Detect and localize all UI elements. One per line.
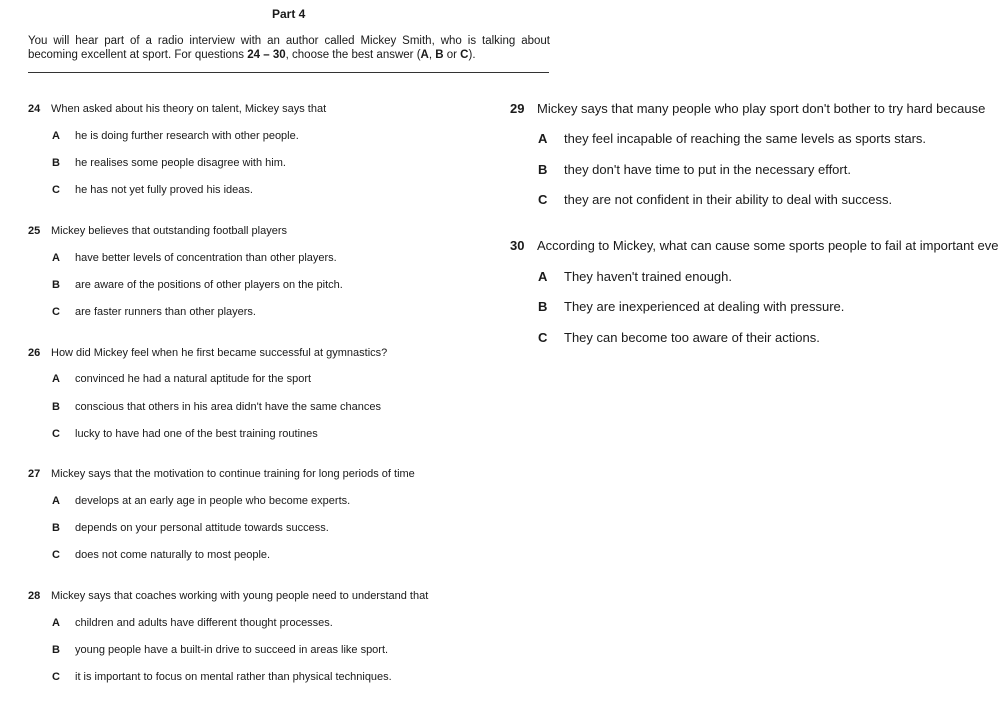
option-text: they feel incapable of reaching the same levels as sports stars. xyxy=(564,131,927,146)
option-text: are faster runners than other players. xyxy=(75,306,256,318)
option-letter: C xyxy=(538,330,548,345)
intro-text-end: ). xyxy=(468,49,476,61)
option-letter: B xyxy=(52,279,60,291)
option-letter: A xyxy=(52,495,60,507)
option-text: they don't have time to put in the necessary effort. xyxy=(564,162,851,177)
intro-text: You will hear part of a radio interview with an author called Mickey Smith, who is talking about becoming excellent at sport. For questions xyxy=(28,35,550,61)
option-letter: C xyxy=(52,184,60,196)
question-number: 29 xyxy=(510,101,525,116)
question-stem: Mickey says that many people who play sport don't bother to try hard because xyxy=(537,101,986,116)
question-number: 28 xyxy=(28,590,41,602)
option-letter: A xyxy=(538,131,548,146)
question-range: 24 – 30 xyxy=(247,49,286,61)
option-text: young people have a built-in drive to succeed in areas like sport. xyxy=(75,644,389,656)
option-text: depends on your personal attitude towards success. xyxy=(75,522,329,534)
option-letter: B xyxy=(538,299,548,314)
option-text: does not come naturally to most people. xyxy=(75,549,271,561)
question-stem: Mickey says that the motivation to continue training for long periods of time xyxy=(51,468,415,480)
option-text: lucky to have had one of the best training routines xyxy=(75,428,318,440)
question-stem: How did Mickey feel when he first became successful at gymnastics? xyxy=(51,347,388,359)
option-letter: C xyxy=(52,671,60,683)
option-letter: C xyxy=(538,192,548,207)
option-letter: B xyxy=(52,522,60,534)
option-letter: B xyxy=(52,157,60,169)
option-text: conscious that others in his area didn't have the same chances xyxy=(75,401,382,413)
option-letter: A xyxy=(52,373,60,385)
option-text: have better levels of concentration than other players. xyxy=(75,252,337,264)
option-text: children and adults have different thought processes. xyxy=(75,617,333,629)
option-letter: C xyxy=(52,549,60,561)
option-letter: C xyxy=(52,428,60,440)
question-stem: According to Mickey, what can cause some sports people to fail at important eve xyxy=(537,238,999,253)
option-text: convinced he had a natural aptitude for the sport xyxy=(75,373,312,385)
option-text: They can become too aware of their actions. xyxy=(564,330,820,345)
option-letter: A xyxy=(52,130,60,142)
part-title: Part 4 xyxy=(272,7,306,21)
letter-b: B xyxy=(435,49,444,61)
question-stem: When asked about his theory on talent, Mickey says that xyxy=(51,103,327,115)
option-letter: B xyxy=(52,644,60,656)
option-letter: C xyxy=(52,306,60,318)
letter-a: A xyxy=(420,49,429,61)
question-number: 26 xyxy=(28,347,41,359)
option-letter: A xyxy=(52,617,60,629)
option-text: it is important to focus on mental rather than physical techniques. xyxy=(75,671,392,683)
option-letter: A xyxy=(52,252,60,264)
question-number: 24 xyxy=(28,103,41,115)
option-text: he is doing further research with other people. xyxy=(75,130,299,142)
question-number: 25 xyxy=(28,225,41,237)
question-number: 27 xyxy=(28,468,41,480)
intro-sep: , xyxy=(428,49,436,61)
option-letter: B xyxy=(52,401,60,413)
option-text: They haven't trained enough. xyxy=(564,269,732,284)
intro-sep: or xyxy=(443,49,461,61)
option-letter: A xyxy=(538,269,548,284)
question-number: 30 xyxy=(510,238,525,253)
option-letter: B xyxy=(538,162,548,177)
option-text: develops at an early age in people who become experts. xyxy=(75,495,351,507)
question-stem: Mickey believes that outstanding football players xyxy=(51,225,288,237)
option-text: They are inexperienced at dealing with pressure. xyxy=(564,299,845,314)
question-stem: Mickey says that coaches working with young people need to understand that xyxy=(51,590,429,602)
option-text: he has not yet fully proved his ideas. xyxy=(75,184,253,196)
intro-text-middle: , choose the best answer ( xyxy=(285,49,421,61)
letter-c: C xyxy=(460,49,469,61)
option-text: are aware of the positions of other players on the pitch. xyxy=(75,279,343,291)
option-text: he realises some people disagree with him. xyxy=(75,157,286,169)
option-text: they are not confident in their ability to deal with success. xyxy=(564,192,893,207)
